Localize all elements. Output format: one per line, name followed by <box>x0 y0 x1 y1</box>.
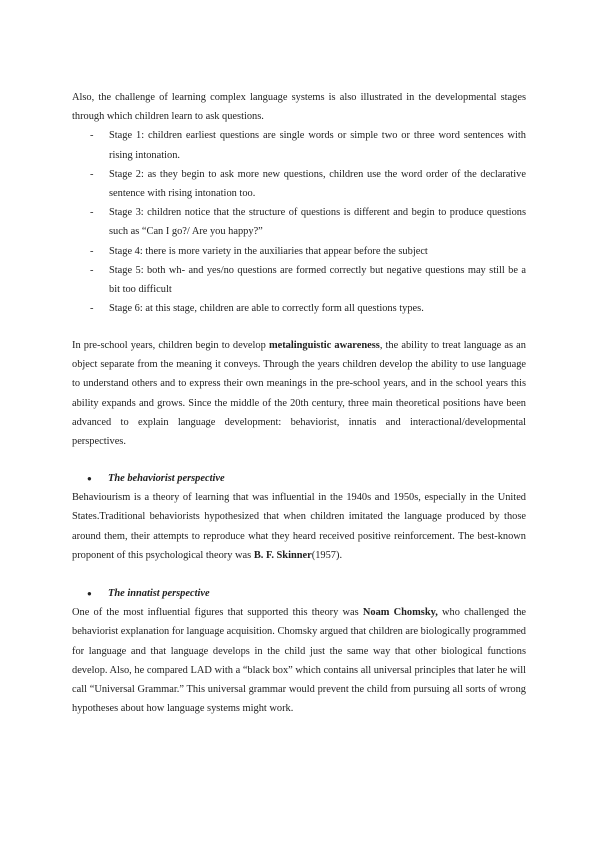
preschool-paragraph: In pre-school years, children begin to develop metalinguistic awareness, the ability to treat language as an object separate from the meaning it conveys. Through the years children develop the ability to use language to understand others and to express their own meanings in the pre-school years, and in the school years this ability expands and grows. Since the middle of the 20th century, three main theoretical positions have been advanced to explain language development: behaviorist, innatis and interactional/developmental perspectives. <box>72 340 526 448</box>
list-item: - Stage 1: children earliest questions are single words or simple two or three word sentences with rising intonation. <box>72 126 526 164</box>
bullet-icon: ● <box>87 589 92 598</box>
dash-marker: - <box>90 130 94 142</box>
term-metalinguistic-awareness: metalinguistic awareness <box>268 340 380 351</box>
behaviorist-heading: ● The behaviorist perspective <box>72 469 526 488</box>
list-item: - Stage 4: there is more variety in the auxiliaries that appear before the subject <box>72 242 526 261</box>
innatist-heading: ● The innatist perspective <box>72 584 526 603</box>
dash-marker: - <box>90 168 94 180</box>
name-chomsky: Noam Chomsky, <box>362 607 438 619</box>
innatist-section <box>72 584 526 718</box>
intro-paragraph: Also, the challenge of learning complex language systems is also illustrated in the developmental stages through which children learn to ask questions. <box>72 92 526 123</box>
dash-marker: - <box>90 303 94 315</box>
dash-marker: - <box>90 245 94 257</box>
behaviorist-section <box>72 469 526 565</box>
dash-marker: - <box>90 264 94 276</box>
list-item: - Stage 6: at this stage, children are able to correctly form all questions types. <box>72 299 526 318</box>
stages-section <box>72 88 526 318</box>
behaviorist-paragraph: Behaviourism is a theory of learning that was influential in the 1940s and 1950s, especially in the United States.Traditional behaviorists hypothesized that when children imitated the language produced by those around them, their attempts to reproduce what they heard received positive reinforcement. The best-known proponent of this psychological theory was B. F. Skinner(1957). <box>72 492 526 561</box>
preschool-section <box>72 336 526 451</box>
list-item: - Stage 2: as they begin to ask more new questions, children use the word order of the declarative sentence with rising intonation too. <box>72 165 526 203</box>
bullet-icon: ● <box>87 474 92 483</box>
dash-marker: - <box>90 207 94 219</box>
list-item: - Stage 5: both wh- and yes/no questions are formed correctly but negative questions may still be a bit too difficult <box>72 261 526 299</box>
list-item: - Stage 3: children notice that the structure of questions is different and begin to produce questions such as “Can I go?/ Are you happy?” <box>72 203 526 241</box>
innatist-paragraph: One of the most influential figures that supported this theory was Noam Chomsky, who challenged the behaviorist explanation for language acquisition. Chomsky argued that children are biologically programmed for language and that language develops in the child just the same way that other biological functions develop. Also, he compared LAD with a “black box” which contains all universal principles that later he will call “Universal Grammar.” This universal grammar would prevent the child from pursuing all sorts of wrong hypotheses about how language systems might work. <box>72 607 527 715</box>
name-skinner: B. F. Skinner <box>253 549 312 561</box>
stages-list <box>72 126 526 318</box>
